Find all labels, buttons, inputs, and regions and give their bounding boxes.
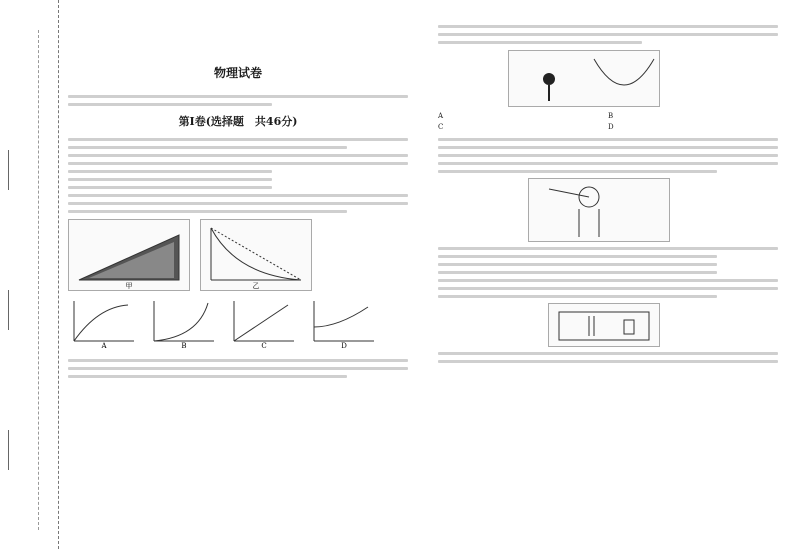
question-3-cont-line [438, 25, 778, 28]
exam-title-block [68, 68, 408, 90]
q3-option-a[interactable]: A [438, 112, 444, 120]
question-4-line [438, 154, 778, 157]
text-line [68, 194, 408, 197]
margin-field-class [8, 290, 23, 330]
q4-option-line [438, 255, 717, 258]
q3-option-c[interactable]: C [438, 123, 444, 131]
left-column [68, 20, 408, 520]
figure-yi [200, 219, 312, 291]
q4-option-line [438, 263, 717, 266]
question-4-figure [528, 178, 670, 242]
text-line [68, 146, 347, 149]
question-3-figure [508, 50, 660, 107]
graph-a-label: A [101, 342, 107, 349]
sealing-dashed-line [38, 30, 39, 530]
question-3-options [438, 111, 778, 133]
instructions-line [68, 103, 272, 106]
text-line [68, 162, 408, 165]
exam-title: 物理试卷 [213, 66, 262, 80]
graph-d-label: D [341, 342, 347, 349]
text-line [68, 210, 347, 213]
question-5-line [438, 279, 778, 282]
question-5-line [438, 287, 778, 290]
figure-jia-label: 甲 [125, 282, 133, 290]
q5-option-line [438, 352, 778, 355]
question-3-line [68, 375, 347, 378]
question-4-line [438, 170, 717, 173]
section-heading [68, 116, 408, 132]
text-line [68, 178, 272, 181]
question-4-line [438, 146, 778, 149]
rope-swing-diagram [509, 51, 659, 106]
question-5-line [438, 295, 717, 298]
sealing-line-margin [0, 0, 59, 549]
question-2-answer-graphs [68, 297, 408, 353]
text-line [68, 138, 408, 141]
question-4-line [438, 162, 778, 165]
graph-b-label: B [181, 342, 187, 349]
q3-option-b[interactable]: B [608, 112, 614, 120]
margin-field-name [8, 430, 23, 470]
text-line [68, 170, 272, 173]
question-3-cont-line [438, 41, 642, 44]
question-3-cont-line [438, 33, 778, 36]
q4-option-line [438, 247, 778, 250]
curve-track-diagram [201, 220, 311, 290]
graph-c-label: C [261, 342, 267, 349]
graph-a [68, 297, 138, 353]
q3-option-d[interactable]: D [608, 123, 614, 131]
right-column [438, 20, 778, 520]
text-line [68, 186, 272, 189]
question-4-line [438, 138, 778, 141]
instructions-line [68, 95, 408, 98]
question-2-figures [68, 219, 408, 291]
question-3-line [68, 367, 408, 370]
text-line [68, 202, 408, 205]
margin-field-exam-number [8, 150, 23, 190]
section-title: 第Ⅰ卷(选择题 共46分) [178, 115, 298, 128]
figure-jia [68, 219, 190, 291]
graph-c [228, 297, 298, 353]
graph-b [148, 297, 218, 353]
text-line [68, 154, 408, 157]
transformer-circuit [549, 304, 659, 346]
q4-option-line [438, 271, 717, 274]
incline-photo-sketch [69, 220, 189, 290]
q5-option-line [438, 360, 778, 363]
graph-d [308, 297, 378, 353]
question-3-line [68, 359, 408, 362]
question-5-figure [548, 303, 660, 347]
figure-yi-label: 乙 [252, 282, 260, 290]
charge-separator-diagram [529, 179, 669, 241]
